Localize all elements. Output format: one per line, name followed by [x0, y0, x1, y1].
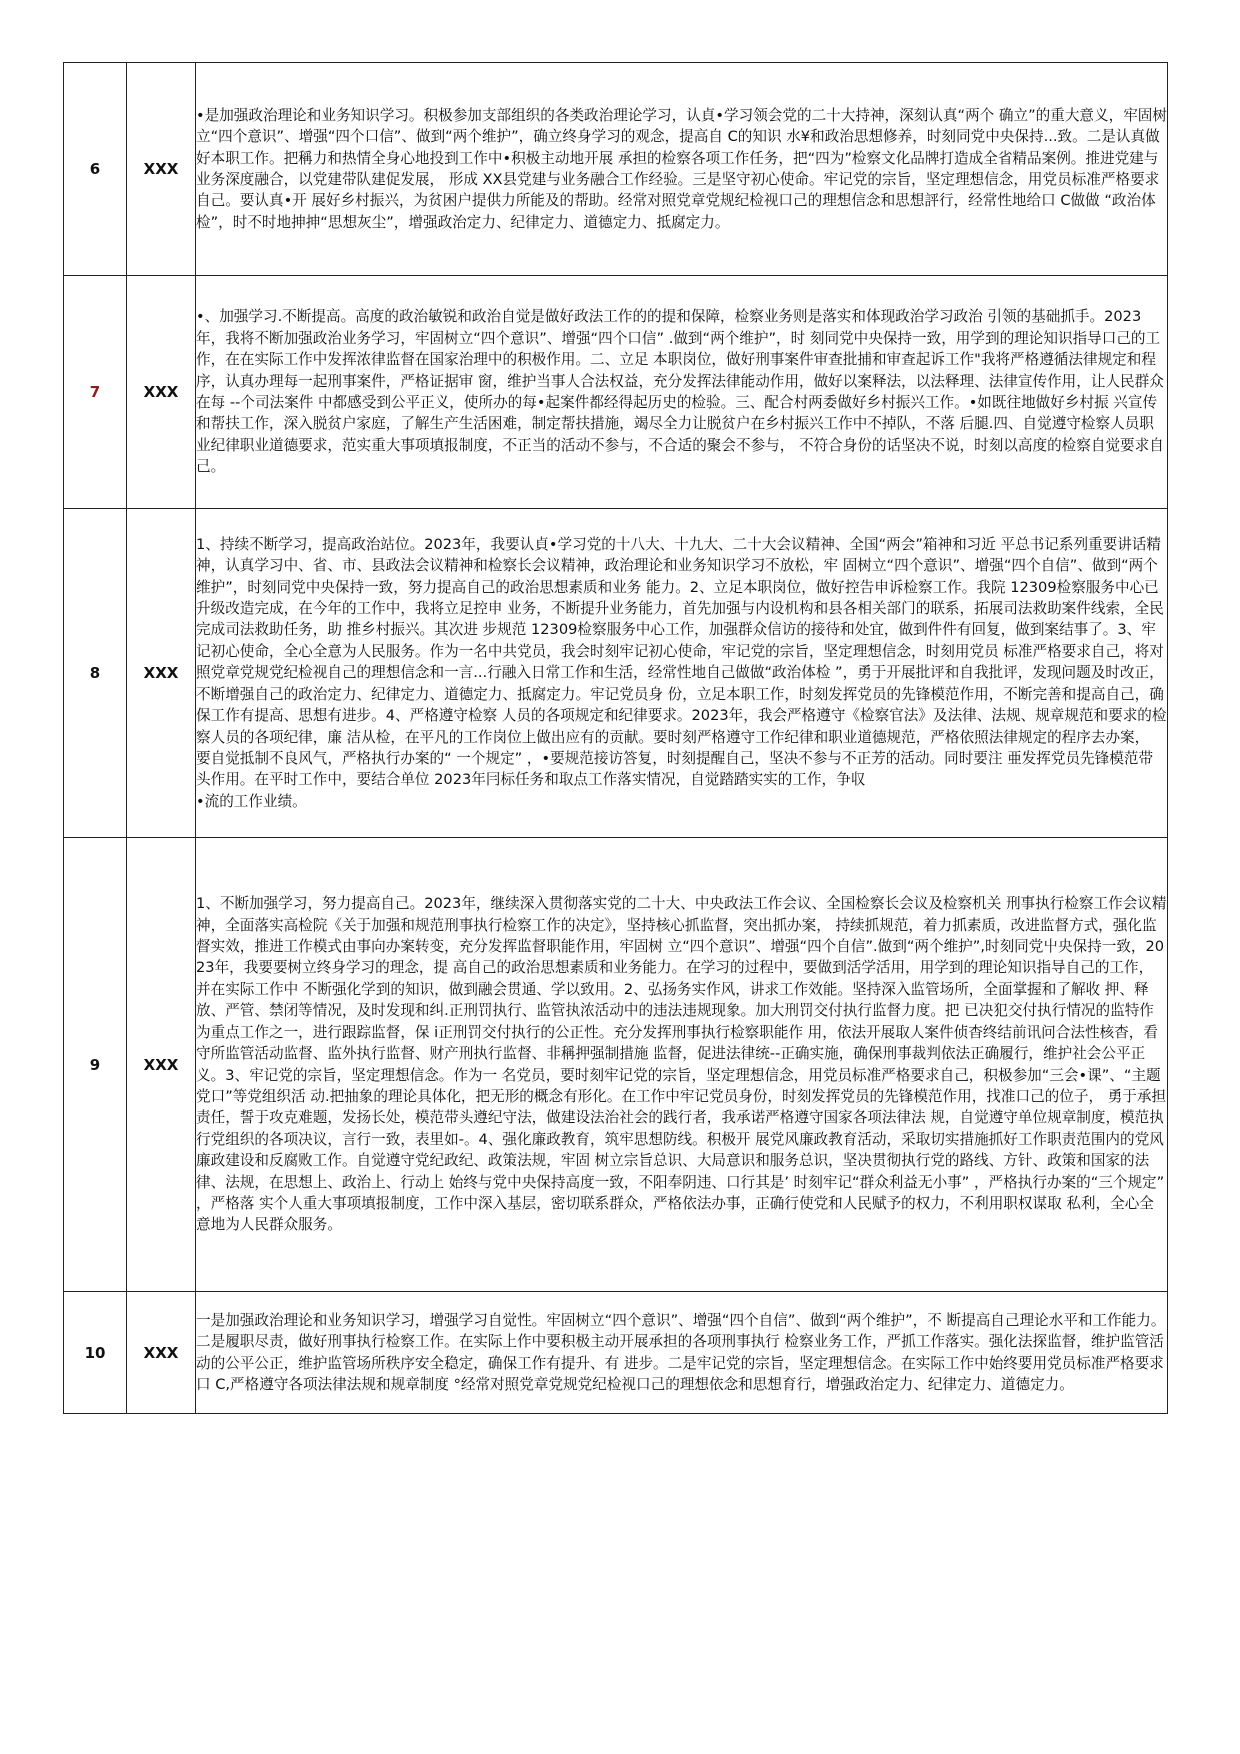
person-name: XXX: [127, 838, 196, 1292]
table-row: [64, 509, 1168, 838]
row-number: 8: [64, 509, 127, 838]
commitment-paragraph: •是加强政治理论和业务知识学习。积极参加支部组织的各类政治理论学习，认貞•学习领会党的二十大持神，深刻认真“两个 确立”的重大意义，牢固树立“四个意识”、增强“四个口信”、做到“两个维护”，确立终身学习的观念，提高自 C的知识 水¥和政治思想修养，时刻同党中央保持...致。二是认真做好本职工作。把稱力和热情全身心地投到工作中•积极主动地开展 承担的检察各项工作任务，把“四为”检察文化品牌打造成全省精品案例。推进党建与业务深度融合，以党建带队建促发展， 形成 XX县党建与业务融合工作经验。三是坚守初心使命。牢记党的宗旨，坚定理想信念，用党员标准严格要求自己。要认真•开 展好乡村振兴，为贫困户提供力所能及的帮助。经常对照党章党规纪检视口己的理想信念和思想評行，经常性地给口 C做做 “政治体检”，时不时地抻抻“思想灰尘”，增强政治定力、纪律定力、道德定力、抵腐定力。: [196, 106, 1167, 231]
commitment-text: [196, 509, 1168, 838]
person-name: XXX: [127, 63, 196, 276]
commitment-paragraph: •、加强学习.不断提高。高度的政治敏锐和政治自觉是做好政法工作的的提和保障，检察业务则是落实和体现政治学习政治 引领的基础抓手。2023年，我将不断加强政治业务学习，牢固树立“四个意识”、增强“四个口信” .做到“两个维护”，时 刻同党中央保持一致，用学到的理论知识指导口己的工作，在在实际工作中发挥浓律监督在国家治理中的积极作用。二、立足 本职岗位，做好刑事案件审查批捕和审查起诉工作"我将严格遵循法律规定和程序，认真办理每一起刑事案件，严格证据审 窗，维护当事人合法权益，充分发挥法律能动作用，做好以案释法，以法释理、法律宣传作用，让人民群众在每 --个司法案件 中都感受到公平正义，使所办的每•起案件都经得起历史的检验。三、配合村两委做好乡村振兴工作。•如既往地做好乡村振 兴宣传和帮扶工作，深入脱贫户家庭，了解生产生活困难，制定帮扶措施，竭尽全力让脱贫户在乡村振兴工作中不掉队，不落 后腿.四、自觉遵守检察人员职业纪律职业道德要求，范实重大事项填报制度，不正当的活动不参与，不合适的聚会不参与， 不符合身份的话坚决不说，时刻以高度的检察自觉要求自己。: [196, 308, 1164, 476]
table-row: [64, 838, 1168, 1292]
row-number: 10: [64, 1292, 127, 1414]
table-row: [64, 1292, 1168, 1414]
person-name: XXX: [127, 509, 196, 838]
commitment-text: [196, 1292, 1168, 1414]
commitment-text: [196, 276, 1168, 509]
commitment-paragraph: 一是加强政治理论和业务知识学习，增强学习自觉性。牢固树立“四个意识”、增强“四个自信”、做到“两个维护”，不 断提高自己理论水平和工作能力。二是履职尽责，做好刑事执行检察工作。在实际上作中要积极主动开展承担的各项刑事执行 检察业务工作，严抓工作落实。强化法探监督，维护监管活动的公平公正，维护监管场所秩序安全稳定，确保工作有提升、有 进步。二是牢记党的宗旨，坚定理想信念。在实际工作中始终要用党员标准严格要求口 C,严格遵守各项法律法规和规章制度 °经常对照党章党规党纪检视口己的理想依念和思想育行，增强政治定力、纪律定力、道德定力。: [196, 1311, 1166, 1393]
table-row: [64, 63, 1168, 276]
row-number: 6: [64, 63, 127, 276]
commitment-paragraph-continued: •流的工作业绩。: [196, 792, 307, 810]
performance-commitment-table: [63, 62, 1168, 1414]
row-number: 7: [64, 276, 127, 509]
commitment-text: [196, 63, 1168, 276]
person-name: XXX: [127, 1292, 196, 1414]
commitment-paragraph: 1、持续不断学习，提高政治站位。2023年，我要认貞•学习党的十八大、十九大、二十大会议精神、全国“两会”箱神和习近 平总书记系列重要讲话精神，认真学习中、省、市、县政法会议精神和检察长会议精神，政治理论和业务知识学习不放松，牢 固树立“四个意识”、增强“四个自信”、做到“两个维护”，时刻同党中央保持一致，努力提高自己的政治思想素质和业务 能力。2、立足本职岗位，做好控告申诉检察工作。我院 12309检察服务中心已升级改造完成，在今年的工作中，我将立足控申 业务，不断提升业务能力，首先加强与内设机构和县各相关部门的联系，拓展司法救助案件线索，全民完成司法救助任务，助 推乡村振兴。其次进 步规范 12309检察服务中心工作，加强群众信访的接待和处宜，做到件件有回复，做到案结事了。3、牢 记初心使命，全心全意为人民服务。作为一名中共党员，我会时刻牢记初心使命，牢记党的宗旨，坚定理想信念，时刻用党员 标准严格要求自己，将对照党章党规党纪检视自己的理想信念和一言...行融入日常工作和生活，经常性地自己做做“政治体检 ”，勇于开展批评和自我批评，发现问题及时改正，不断增强自己的政治定力、纪律定力、道德定力、抵腐定力。牢记党员身 份，立足本职工作，时刻发挥党员的先锋模范作用，不断完善和提高自己，确保工作有提高、思想有进步。4、严格遵守检察 人员的各项规定和纪律要求。2023年，我会严格遵守《检察官法》及法律、法规、规章规范和要求的检察人员的各项纪律，廉 洁从检，在平凡的工作岗位上做出应有的贡献。要时刻严格遵守工作纪律和职业道德规范，严格依照法律规定的程序去办案， 要自觉抵制不良风气，严格执行办案的“ 一个规定” ，•要规范接访答复，时刻提醒自己，坚决不参与不正芳的活动。同时要注 亜发挥党员先锋模范带头作用。在平时工作中，要结合单位 2023年冃标任务和取点工作落实情况，自觉踏踏实实的工作，争収: [196, 535, 1167, 789]
commitment-text: [196, 838, 1168, 1292]
commitment-paragraph: 1、不断加强学习，努力提高自己。2023年，继续深入贯彻落实党的二十大、中央政法工作会议、全国检察长会议及检察机关 刑事执行检察工作会议精神，全面落实高检院《关于加强和规范刑事执行检察工作的决定》，坚持核心抓监督，突出抓办案， 持续抓规范，着力抓素质，改进监督方式，强化监督实效，推进工作模式由事向办案转变，充分发挥监督职能作用，牢固树 立“四个意识”、增强“四个自信”.做到“两个维护”,时刻同党屮央保持一致，2023年，我要要树立终身学习的理念，提 高自己的政治思想素质和业务能力。在学习的过程中，要做到活学活用，用学到的理论知识指导自己的工作，并在实际工作中 不断强化学到的知识，做到融会贯通、学以致用。2、弘扬务实作风，讲求工作效能。坚持深入监管场所，全面掌握和了解收 押、释放、严管、禁闭等情况，及时发现和纠.正刑罚执行、监管执浓活动中的违法违规现象。加大刑罚交付执行监督力度。把 已决犯交付执行情况的监特作为重点工作之一，进行跟踪监督，保 i正刑罚交付执行的公正性。充分发挥刑事执行检察职能作 用，依法开展取人案件侦杳终结前讯问合法性核杳，看守所监管活动监督、监外执行监督、财产刑执行监督、非稱押强制措施 监督，促进法律统--正确实施，确保刑事裁判依法正确履行，维护社会公平正义。3、牢记党的宗旨，坚定理想信念。作为一 名党员，要时刻牢记党的宗旨，坚定理想信念，用党员标准严格要求自己，积极参加“三会•课”、“主题党口”等党组织活 动.把抽象的理论具体化，把无形的概念有形化。在工作中牢记党员身份，时刻发挥党员的先锋模范作用，找准口己的位子， 勇于承担责任，誓于攻克难题，发扬长处，模范带头遵纪守法，做建设法治社会的践行者，我承诺严格遵守国家各项法律法 规，自觉遵守单位规章制度，模范执行党组织的各项决议，言行一致，表里如-。4、强化廉政教育，筑牢思想防线。积极开 展党风廉政教育活动，采取切实措施抓好工作职责范围内的党风廉政建设和反腐败工作。自觉遵守党纪政纪、政策法规，牢固 树立宗旨总识、大局意识和服务总识，坚决贯彻执行党的路线、方针、政策和国家的法律、法规，在思想上、政治上、行动上 始终与党中央保持高度一致，不阳奉阴违、口行其是’ 时刻牢记“群众利益无小事” ，严格执行办案的“三个规定” ，严格落 实个人重大事项填报制度，工作中深入基层，密切联系群众，严格依法办事，正确行使党和人民赋予的权力，不利用职权谋取 私利，全心全意地为人民群众服务。: [196, 895, 1167, 1234]
person-name: XXX: [127, 276, 196, 509]
table-row: [64, 276, 1168, 509]
row-number: 9: [64, 838, 127, 1292]
